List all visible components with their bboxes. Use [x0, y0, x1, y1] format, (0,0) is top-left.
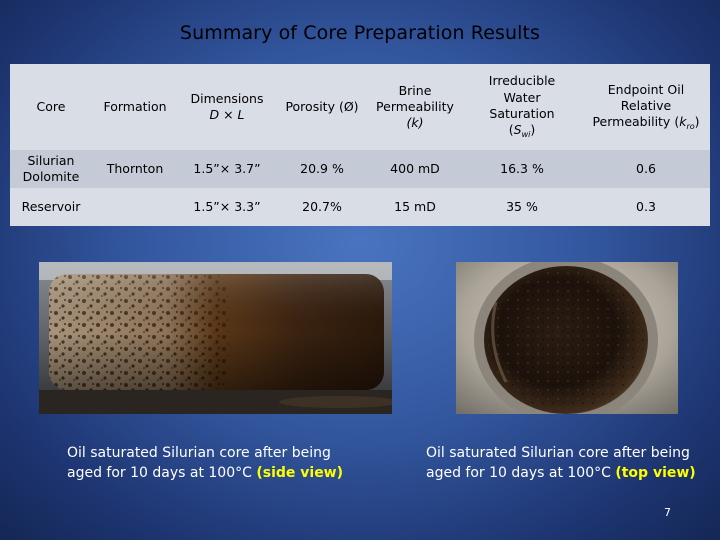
header-core: Core	[36, 98, 66, 114]
cell-swi: 16.3 %	[500, 160, 544, 176]
header-kro-line3-wrap: Permeability $(k_{ro})$	[592, 114, 700, 132]
header-swi-symbol: $(S_{wi})$	[508, 122, 536, 140]
cell-permeability: 400 mD	[390, 160, 440, 176]
header-dimensions-line2: D × L	[209, 107, 245, 122]
side-view-caption	[67, 443, 343, 483]
cell-kro: 0.3	[636, 198, 656, 214]
cell-dimensions: 1.5”× 3.7”	[193, 160, 261, 176]
header-permeability-line2: Permeability	[376, 98, 454, 114]
slide-title: Summary of Core Preparation Results	[179, 22, 541, 44]
top-caption-highlight: (top view)	[615, 465, 696, 481]
side-caption-highlight: (side view)	[256, 465, 344, 481]
side-caption-line1: Oil saturated Silurian core after being	[67, 445, 331, 461]
header-swi	[462, 64, 582, 150]
table-row	[10, 188, 710, 226]
kro-subscript: ro	[686, 122, 695, 132]
core-top-view-photo	[456, 262, 678, 414]
header-swi-line3: Saturation	[489, 105, 555, 121]
swi-subscript: wi	[521, 130, 531, 140]
header-kro	[582, 64, 710, 150]
top-caption-line1: Oil saturated Silurian core after being	[426, 445, 690, 461]
header-permeability-line1: Brine	[398, 82, 432, 98]
header-permeability	[368, 64, 462, 150]
header-dimensions	[178, 64, 276, 150]
cell-core: Reservoir	[21, 198, 81, 214]
header-permeability-line3: (k)	[406, 115, 424, 131]
header-swi-line1: Irreducible	[488, 73, 556, 89]
top-caption-line2-text: aged for 10 days at 100°C	[426, 465, 616, 481]
table-row	[10, 150, 710, 188]
cell-kro: 0.6	[636, 160, 656, 176]
header-kro-line1: Endpoint Oil	[607, 81, 685, 97]
side-caption-line2-text: aged for 10 days at 100°C	[67, 465, 257, 481]
cell-core-line2: Dolomite	[22, 169, 80, 184]
side-caption-line2	[67, 463, 343, 483]
top-view-caption	[426, 443, 696, 483]
header-dimensions-line1: Dimensions	[190, 90, 264, 106]
cell-porosity: 20.9 %	[300, 160, 344, 176]
cell-permeability: 15 mD	[394, 198, 436, 214]
header-kro-line2: Relative	[620, 97, 672, 113]
cell-formation: Thornton	[106, 160, 164, 176]
header-swi-line2: Water	[503, 89, 541, 105]
header-formation: Formation	[103, 98, 167, 114]
top-caption-line2	[426, 463, 696, 483]
swi-symbol: S	[513, 122, 522, 138]
header-kro-line3: Permeability	[592, 114, 671, 130]
cell-core	[10, 150, 92, 188]
cell-core-line1: Silurian	[27, 152, 75, 168]
core-side-view-photo	[39, 262, 392, 414]
cell-dimensions: 1.5”× 3.3”	[193, 198, 261, 214]
cell-porosity: 20.7%	[302, 198, 342, 214]
cell-formation	[92, 188, 178, 226]
page-number: 7	[664, 506, 671, 519]
header-porosity: Porosity (Ø)	[285, 98, 359, 114]
results-table	[10, 64, 710, 226]
kro-symbol: k	[679, 114, 687, 130]
table-header-row	[10, 64, 710, 150]
cell-swi: 35 %	[506, 198, 538, 214]
